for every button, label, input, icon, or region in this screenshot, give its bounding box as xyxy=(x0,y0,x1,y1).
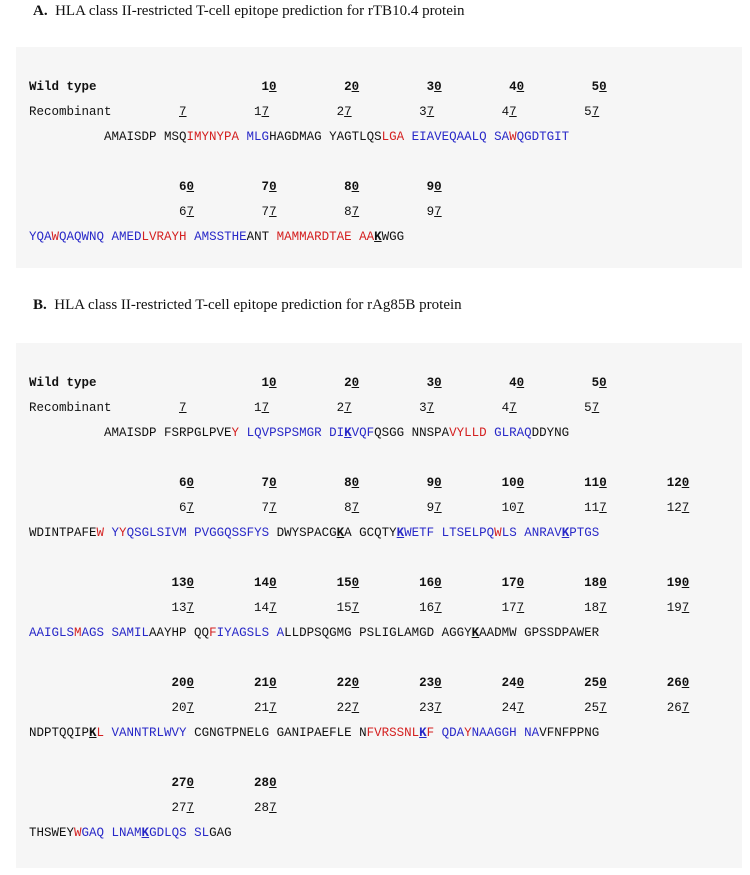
wild-type-number-digit: 0 xyxy=(186,576,195,590)
recombinant-number-digit: 7 xyxy=(599,501,607,515)
wild-type-number-digit: 0 xyxy=(269,476,277,490)
residue-segment: W xyxy=(51,230,60,244)
recombinant-number-digit: 7 xyxy=(591,401,600,415)
recombinant-number-digit: 7 xyxy=(351,601,360,615)
sequence-row xyxy=(29,129,569,145)
residue-segment: AAIGLS xyxy=(29,626,75,640)
recombinant-number-digit: 7 xyxy=(179,105,187,119)
recombinant-number-digit: 7 xyxy=(186,601,195,615)
section-a-letter: A. xyxy=(33,3,48,19)
residue-segment: EIAVEQAALQ SA xyxy=(404,130,510,144)
wild-type-number-digit: 0 xyxy=(434,376,442,390)
residue-segment: HAGDMAG YAGTLQS xyxy=(269,130,382,144)
recombinant-number-digit: 7 xyxy=(186,701,195,715)
wild-type-number-digit: 0 xyxy=(516,576,525,590)
wild-type-number-digit: 0 xyxy=(599,676,607,690)
residue-segment: PTGS xyxy=(569,526,600,540)
recombinant-numbering: Recombinant 7 17 27 37 47 57 xyxy=(29,105,600,119)
residue-segment: GAG xyxy=(209,826,232,840)
wild-type-number-digit: 0 xyxy=(351,80,360,94)
residue-segment: QDA xyxy=(434,726,465,740)
recombinant-number-digit: 7 xyxy=(599,601,607,615)
recombinant-number-digit: 7 xyxy=(681,501,690,515)
wild-type-number-digit: 0 xyxy=(269,776,277,790)
recombinant-number-digit: 7 xyxy=(681,701,690,715)
residue-segment: GLRAQ xyxy=(486,426,532,440)
sequence-row xyxy=(29,425,569,441)
wild-type-number-digit: 0 xyxy=(351,676,360,690)
wild-type-number-digit: 0 xyxy=(351,476,360,490)
wild-type-numbering: 200 210 220 230 240 250 260 xyxy=(29,676,690,690)
residue-segment: IYAGSLS A xyxy=(216,626,285,640)
recombinant-number-digit: 7 xyxy=(269,701,277,715)
section-b-letter: B. xyxy=(33,297,47,313)
residue-segment: LS ANRAV xyxy=(501,526,562,540)
sequence-row xyxy=(29,229,404,245)
section-a-title: HLA class II-restricted T-cell epitope prediction for rTB10.4 protein xyxy=(55,3,465,19)
residue-segment: LGA xyxy=(381,130,405,144)
lysine-residue: K xyxy=(89,726,97,740)
residue-segment: VYLLD xyxy=(449,426,487,440)
lysine-residue: K xyxy=(336,526,345,540)
wild-type-number-digit: 0 xyxy=(434,180,442,194)
wild-type-number-digit: 0 xyxy=(681,476,690,490)
residue-segment: THSWEY xyxy=(29,826,75,840)
residue-segment: NAAGGH NA xyxy=(471,726,540,740)
wild-type-number-digit: 0 xyxy=(434,676,442,690)
wild-type-number-digit: 0 xyxy=(269,80,277,94)
wild-type-numbering: Wild type 10 20 30 40 50 xyxy=(29,376,607,390)
recombinant-numbering: 277 287 xyxy=(29,801,277,815)
lysine-residue: K xyxy=(396,526,405,540)
residue-segment: AAYHP QQ xyxy=(149,626,210,640)
residue-segment: AMAISDP MSQ xyxy=(104,130,187,144)
wild-type-number-digit: 0 xyxy=(599,576,607,590)
wild-type-number-digit: 0 xyxy=(434,476,442,490)
residue-segment: GDLQS SL xyxy=(149,826,210,840)
residue-segment: AADMW GPSSDPAWER xyxy=(479,626,600,640)
recombinant-number-digit: 7 xyxy=(434,701,442,715)
residue-segment: QAQWNQ AMED xyxy=(59,230,142,244)
wild-type-numbering: 270 280 xyxy=(29,776,277,790)
residue-segment: LQVPSPSMGR DI xyxy=(239,426,345,440)
residue-segment: GAQ LNAM xyxy=(81,826,142,840)
sequence-row xyxy=(29,625,599,641)
wild-type-number-digit: 0 xyxy=(186,676,195,690)
recombinant-number-digit: 7 xyxy=(426,401,435,415)
wild-type-numbering: 130 140 150 160 170 180 190 xyxy=(29,576,690,590)
residue-segment: WDINTPAFE xyxy=(29,526,97,540)
recombinant-number-digit: 7 xyxy=(186,205,195,219)
recombinant-number-digit: 7 xyxy=(681,601,690,615)
section-a-heading xyxy=(33,3,465,20)
recombinant-number-digit: 7 xyxy=(434,205,442,219)
wild-type-number-digit: 0 xyxy=(351,576,360,590)
residue-segment: CGNGTPNELG GANIPAEFLE N xyxy=(186,726,367,740)
residue-segment: W xyxy=(74,826,82,840)
recombinant-number-digit: 7 xyxy=(426,105,435,119)
lysine-residue: K xyxy=(471,626,480,640)
section-b-panel xyxy=(16,343,742,868)
wild-type-number-digit: 0 xyxy=(681,676,690,690)
section-b-heading xyxy=(33,297,462,314)
lysine-residue: K xyxy=(561,526,570,540)
recombinant-number-digit: 7 xyxy=(261,105,270,119)
recombinant-number-digit: 7 xyxy=(509,105,517,119)
wild-type-number-digit: 0 xyxy=(599,80,607,94)
wild-type-number-digit: 0 xyxy=(186,180,195,194)
recombinant-numbering: Recombinant 7 17 27 37 47 57 xyxy=(29,401,600,415)
residue-segment: Y xyxy=(231,426,240,440)
residue-segment: M xyxy=(74,626,82,640)
residue-segment: FVRSSNL xyxy=(366,726,420,740)
residue-segment: AMSSTHE xyxy=(186,230,247,244)
recombinant-number-digit: 7 xyxy=(509,401,517,415)
recombinant-number-digit: 7 xyxy=(269,601,277,615)
wild-type-number-digit: 0 xyxy=(269,576,277,590)
recombinant-numbering: 67 77 87 97 xyxy=(29,205,442,219)
residue-segment: LVRAYH xyxy=(141,230,187,244)
recombinant-number-digit: 7 xyxy=(599,701,607,715)
wild-type-number-digit: 0 xyxy=(186,476,195,490)
recombinant-number-digit: 7 xyxy=(434,501,442,515)
recombinant-numbering: 137 147 157 167 177 187 197 xyxy=(29,601,690,615)
residue-segment: WGG xyxy=(381,230,405,244)
residue-segment: DDYNG xyxy=(531,426,570,440)
wild-type-number-digit: 0 xyxy=(269,376,277,390)
wild-type-number-digit: 0 xyxy=(434,576,442,590)
lysine-residue: K xyxy=(419,726,427,740)
lysine-residue: K xyxy=(374,230,382,244)
residue-segment: L xyxy=(96,726,105,740)
residue-segment: F xyxy=(209,626,217,640)
wild-type-number-digit: 0 xyxy=(599,476,607,490)
wild-type-number-digit: 0 xyxy=(516,676,525,690)
residue-segment: F xyxy=(426,726,435,740)
lysine-residue: K xyxy=(344,426,352,440)
recombinant-number-digit: 7 xyxy=(516,701,525,715)
residue-segment: MLG xyxy=(239,130,270,144)
recombinant-number-digit: 7 xyxy=(434,601,442,615)
recombinant-number-digit: 7 xyxy=(269,501,277,515)
residue-segment: Y xyxy=(104,526,120,540)
residue-segment: VANNTRLWVY xyxy=(104,726,187,740)
residue-segment: YQA xyxy=(29,230,52,244)
recombinant-number-digit: 7 xyxy=(269,205,277,219)
wild-type-number-digit: 0 xyxy=(516,80,525,94)
wild-type-number-digit: 0 xyxy=(599,376,607,390)
recombinant-number-digit: 7 xyxy=(344,401,352,415)
recombinant-number-label: Recombinant xyxy=(29,105,112,119)
recombinant-numbering: 67 77 87 97 107 117 127 xyxy=(29,501,690,515)
wild-type-number-digit: 0 xyxy=(186,776,195,790)
residue-segment: W xyxy=(509,130,517,144)
wild-type-number-label: Wild type xyxy=(29,376,97,390)
section-b-title: HLA class II-restricted T-cell epitope prediction for rAg85B protein xyxy=(54,297,462,313)
recombinant-number-digit: 7 xyxy=(516,601,525,615)
recombinant-number-digit: 7 xyxy=(351,701,360,715)
recombinant-number-digit: 7 xyxy=(591,105,600,119)
residue-segment: Y xyxy=(464,726,472,740)
section-a-panel xyxy=(16,47,742,268)
residue-segment: VQF xyxy=(351,426,375,440)
residue-segment: QSGLSIVM PVGGQSSFYS xyxy=(126,526,270,540)
wild-type-number-digit: 0 xyxy=(681,576,690,590)
wild-type-number-digit: 0 xyxy=(269,180,277,194)
residue-segment: W xyxy=(96,526,105,540)
wild-type-number-label: Wild type xyxy=(29,80,97,94)
recombinant-number-digit: 7 xyxy=(269,801,277,815)
sequence-row xyxy=(29,725,599,741)
recombinant-number-digit: 7 xyxy=(351,205,360,219)
residue-segment: ANT xyxy=(246,230,277,244)
residue-segment: QGDTGIT xyxy=(516,130,570,144)
wild-type-numbering: 60 70 80 90 100 110 120 xyxy=(29,476,690,490)
residue-segment: W xyxy=(494,526,502,540)
lysine-residue: K xyxy=(141,826,150,840)
wild-type-numbering: 60 70 80 90 xyxy=(29,180,442,194)
recombinant-number-label: Recombinant xyxy=(29,401,112,415)
wild-type-number-digit: 0 xyxy=(434,80,442,94)
residue-segment: LLDPSQGMG PSLIGLAMGD AGGY xyxy=(284,626,472,640)
residue-segment: A GCQTY xyxy=(344,526,397,540)
recombinant-number-digit: 7 xyxy=(261,401,270,415)
recombinant-numbering: 207 217 227 237 247 257 267 xyxy=(29,701,690,715)
residue-segment: AGS SAMIL xyxy=(81,626,150,640)
recombinant-number-digit: 7 xyxy=(186,501,195,515)
recombinant-number-digit: 7 xyxy=(351,501,360,515)
wild-type-number-digit: 0 xyxy=(269,676,277,690)
residue-segment: AMAISDP FSRPGLPVE xyxy=(104,426,232,440)
wild-type-number-digit: 0 xyxy=(516,376,525,390)
wild-type-number-digit: 0 xyxy=(516,476,525,490)
recombinant-number-digit: 7 xyxy=(344,105,352,119)
residue-segment: QSGG NNSPA xyxy=(374,426,450,440)
residue-segment: WETF LTSELPQ xyxy=(404,526,495,540)
residue-segment: Y xyxy=(119,526,127,540)
recombinant-number-digit: 7 xyxy=(186,801,195,815)
wild-type-numbering: Wild type 10 20 30 40 50 xyxy=(29,80,607,94)
recombinant-number-digit: 7 xyxy=(179,401,187,415)
residue-segment: VFNFPPNG xyxy=(539,726,600,740)
sequence-row xyxy=(29,525,599,541)
residue-segment: NDPTQQIP xyxy=(29,726,90,740)
wild-type-number-digit: 0 xyxy=(351,180,360,194)
residue-segment: MAMMARDTAE AA xyxy=(276,230,375,244)
residue-segment: IMYNYPA xyxy=(186,130,240,144)
residue-segment: DWYSPACG xyxy=(269,526,337,540)
recombinant-number-digit: 7 xyxy=(516,501,525,515)
sequence-row xyxy=(29,825,232,841)
wild-type-number-digit: 0 xyxy=(351,376,360,390)
